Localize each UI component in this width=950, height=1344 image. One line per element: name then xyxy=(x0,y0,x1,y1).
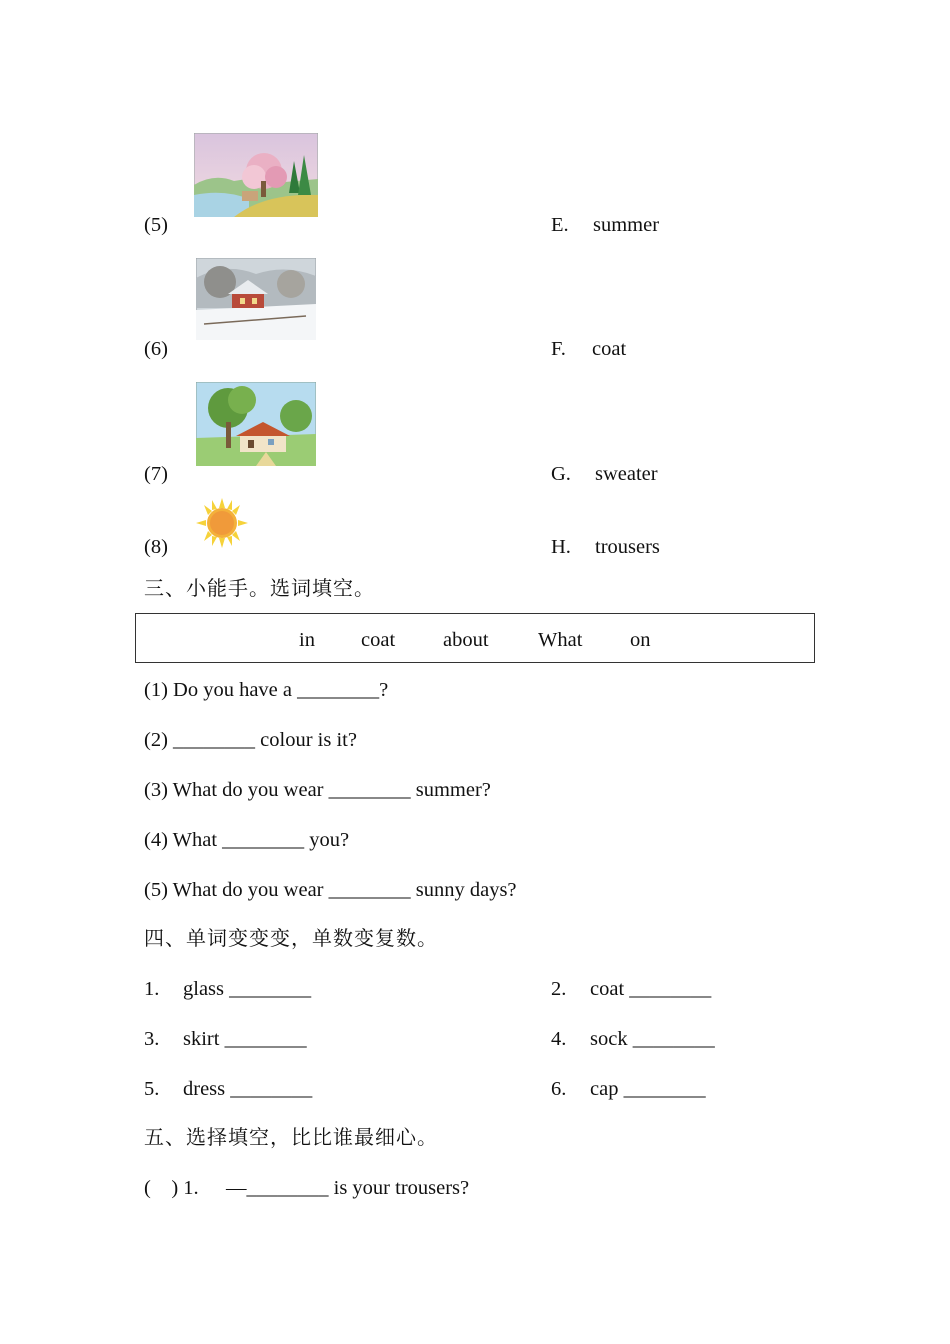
option-letter: G. xyxy=(551,463,571,485)
match-number: (7) xyxy=(144,463,168,485)
word-bank-word: in xyxy=(299,629,315,651)
section-3-title: 三、小能手。选词填空。 xyxy=(144,576,375,600)
word-bank-word: What xyxy=(538,629,583,651)
plural-item-number: 2. xyxy=(551,978,567,1000)
fill-blank-question: (1) Do you have a ________? xyxy=(144,679,389,701)
fill-blank-question: (5) What do you wear ________ sunny days? xyxy=(144,879,517,901)
fill-blank-question: (2) ________ colour is it? xyxy=(144,729,357,751)
plural-item-word: dress ________ xyxy=(183,1078,313,1100)
winter-snow-house-picture xyxy=(196,258,316,340)
plural-item-word: skirt ________ xyxy=(183,1028,307,1050)
option-letter: E. xyxy=(551,214,569,236)
option-word: coat xyxy=(592,338,627,360)
plural-item-number: 6. xyxy=(551,1078,567,1100)
plural-item-word: coat ________ xyxy=(590,978,712,1000)
section-5-title: 五、选择填空，比比谁最细心。 xyxy=(144,1125,438,1149)
sun-icon xyxy=(196,498,248,548)
option-letter: F. xyxy=(551,338,566,360)
option-word: summer xyxy=(593,214,660,236)
plural-item-word: sock ________ xyxy=(590,1028,715,1050)
section-4-title: 四、单词变变变，单数变复数。 xyxy=(144,926,438,950)
option-word: trousers xyxy=(595,536,660,558)
match-number: (8) xyxy=(144,536,168,558)
summer-house-trees-picture xyxy=(196,382,316,466)
word-bank-box xyxy=(135,613,815,663)
word-bank-word: on xyxy=(630,629,651,651)
plural-item-number: 4. xyxy=(551,1028,567,1050)
plural-item-number: 1. xyxy=(144,978,160,1000)
choice-question-text: —________ is your trousers? xyxy=(226,1177,470,1199)
word-bank-word: coat xyxy=(361,629,396,651)
plural-item-number: 3. xyxy=(144,1028,160,1050)
match-number: (6) xyxy=(144,338,168,360)
option-word: sweater xyxy=(595,463,658,485)
spring-landscape-picture xyxy=(194,133,318,217)
word-bank-word: about xyxy=(443,629,489,651)
fill-blank-question: (4) What ________ you? xyxy=(144,829,350,851)
fill-blank-question: (3) What do you wear ________ summer? xyxy=(144,779,491,801)
choice-question-paren: ( ) 1. xyxy=(144,1177,199,1199)
plural-item-word: cap ________ xyxy=(590,1078,706,1100)
option-letter: H. xyxy=(551,536,571,558)
match-number: (5) xyxy=(144,214,168,236)
plural-item-number: 5. xyxy=(144,1078,160,1100)
plural-item-word: glass ________ xyxy=(183,978,312,1000)
